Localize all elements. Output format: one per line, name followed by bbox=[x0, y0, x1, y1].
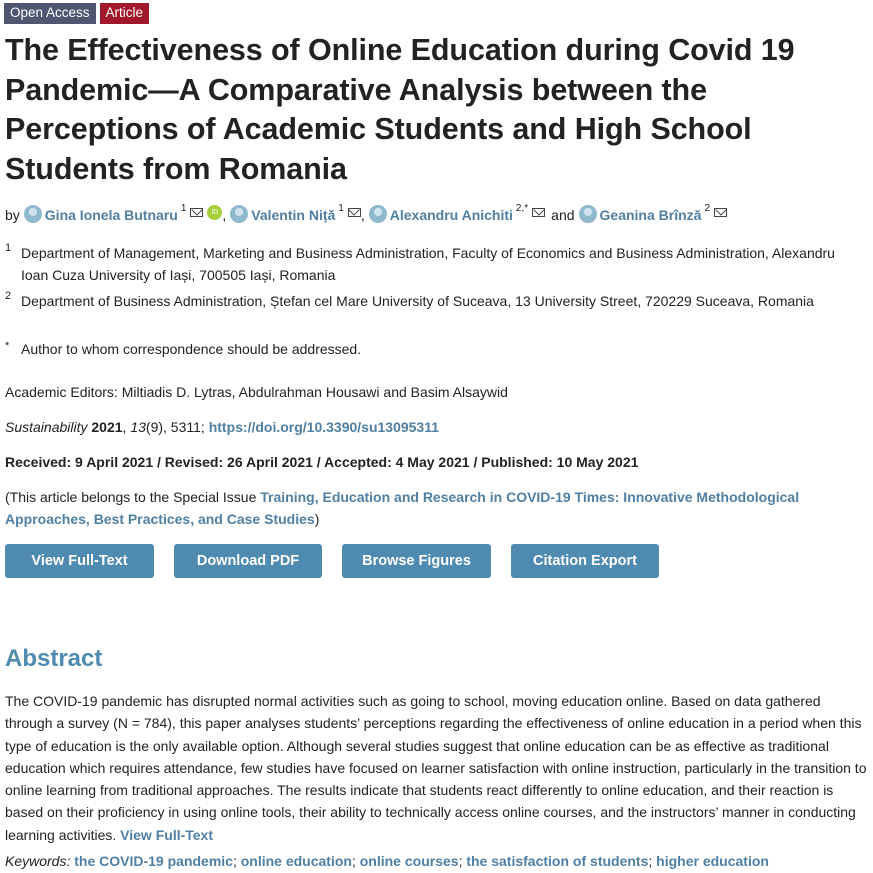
keyword-link[interactable]: online education bbox=[240, 853, 352, 869]
affiliation-number: 1 bbox=[5, 242, 12, 254]
email-icon[interactable] bbox=[532, 208, 545, 217]
abstract-text bbox=[5, 690, 867, 846]
author-affiliation-sup: 2,* bbox=[515, 203, 529, 214]
citation-issue: (9), 5311; bbox=[145, 419, 205, 435]
publication-dates: Received: 9 April 2021 / Revised: 26 April 2021 / Accepted: 4 May 2021 / Published: 10 May 2021 bbox=[5, 454, 639, 470]
author-link-brinza[interactable]: Geanina Brînză bbox=[599, 207, 702, 223]
affiliation-text: Department of Management, Marketing and Business Administration, Faculty of Economics and Business Administration, Alexandru Ioan Cuza University of Iași, 700505 Iași, Romania bbox=[21, 245, 835, 283]
keywords bbox=[5, 850, 769, 872]
special-issue-suffix: ) bbox=[314, 511, 320, 527]
keyword-separator: ; bbox=[232, 853, 237, 869]
affiliation-text: Department of Business Administration, Ștefan cel Mare University of Suceava, 13 University Street, 720229 Suceava, Romania bbox=[21, 293, 814, 309]
author-profile-icon bbox=[579, 205, 597, 223]
action-buttons bbox=[5, 544, 659, 578]
author-separator: , bbox=[222, 207, 227, 223]
and-label: and bbox=[551, 207, 575, 223]
special-issue-prefix: (This article belongs to the Special Issue bbox=[5, 489, 261, 505]
keyword-separator: ; bbox=[351, 853, 356, 869]
author-profile-icon bbox=[24, 205, 42, 223]
affiliation-number: * bbox=[5, 340, 10, 352]
orcid-icon[interactable]: iD bbox=[207, 205, 222, 220]
author-link-butnaru[interactable]: Gina Ionela Butnaru bbox=[44, 207, 178, 223]
academic-editors: Academic Editors: Miltiadis D. Lytras, Abdulrahman Housawi and Basim Alsaywid bbox=[5, 384, 508, 400]
author-affiliation-sup: 1 bbox=[180, 203, 187, 214]
author-affiliation-sup: 2 bbox=[704, 203, 710, 214]
browse-figures-button[interactable]: Browse Figures bbox=[342, 544, 491, 578]
affiliation-2 bbox=[5, 290, 861, 312]
affiliation-text: Author to whom correspondence should be addressed. bbox=[21, 341, 362, 357]
keyword-link[interactable]: the COVID-19 pandemic bbox=[74, 853, 233, 869]
author-profile-icon bbox=[369, 205, 387, 223]
keywords-label: Keywords: bbox=[5, 853, 71, 869]
special-issue-link[interactable]: Training, Education and Research in COVID-19 Times: Innovative Methodological Approaches, Best Practices, and Case Studies bbox=[5, 489, 800, 527]
keyword-separator: ; bbox=[648, 853, 653, 869]
citation-line: Sustainability 2021, 13(9), 5311; https://doi.org/10.3390/su13095311 bbox=[5, 419, 440, 435]
citation-export-button[interactable]: Citation Export bbox=[511, 544, 659, 578]
author-list bbox=[5, 205, 727, 225]
journal-name: Sustainability bbox=[5, 419, 88, 435]
affiliation-number: 2 bbox=[5, 290, 12, 302]
keyword-link[interactable]: higher education bbox=[656, 853, 769, 869]
affiliation-1 bbox=[5, 242, 861, 286]
abstract-body: The COVID-19 pandemic has disrupted normal activities such as going to school, moving education online. Based on data gathered through a survey (N = 784), this paper analyses students’ perceptions regarding the effectiveness of online education in a period when this type of education is the only available option. Although several studies suggest that online education can be as effective as traditional education which requires attendance, few studies have focused on learner satisfaction with online instruction, particularly in the transition to online learning from traditional approaches. The results indicate that students react differently to online education, and their reaction is based on their proficiency in using online tools, their ability to technically access online courses, and the instructors’ manner in conducting learning activities. bbox=[5, 693, 867, 843]
article-title: The Effectiveness of Online Education during Covid 19 Pandemic—A Comparative Analysis between the Perceptions of Academic Students and High School Students from Romania bbox=[5, 33, 795, 186]
keyword-link[interactable]: online courses bbox=[359, 853, 459, 869]
correspondence-note bbox=[5, 338, 861, 360]
email-icon[interactable] bbox=[714, 208, 727, 217]
citation-year: 2021 bbox=[91, 419, 123, 435]
download-pdf-button[interactable]: Download PDF bbox=[174, 544, 322, 578]
abstract-full-text-link[interactable]: View Full-Text bbox=[120, 826, 214, 843]
view-full-text-button[interactable]: View Full-Text bbox=[5, 544, 154, 578]
keyword-separator: ; bbox=[458, 853, 463, 869]
abstract-heading: Abstract bbox=[5, 645, 103, 672]
email-icon[interactable] bbox=[348, 208, 361, 217]
by-label: by bbox=[5, 207, 20, 223]
author-separator: , bbox=[360, 207, 365, 223]
special-issue-note bbox=[5, 486, 865, 530]
article-badges bbox=[4, 3, 149, 24]
keyword-link[interactable]: the satisfaction of students bbox=[466, 853, 649, 869]
author-link-anichiti[interactable]: Alexandru Anichiti bbox=[389, 207, 513, 223]
email-icon[interactable] bbox=[190, 208, 203, 217]
author-profile-icon bbox=[230, 205, 248, 223]
author-affiliation-sup: 1 bbox=[338, 203, 344, 214]
open-access-badge: Open Access bbox=[4, 3, 96, 24]
citation-volume: 13 bbox=[130, 419, 146, 435]
author-link-nita[interactable]: Valentin Niță bbox=[251, 207, 336, 223]
article-type-badge: Article bbox=[100, 3, 150, 24]
doi-link[interactable]: https://doi.org/10.3390/su13095311 bbox=[208, 419, 440, 435]
